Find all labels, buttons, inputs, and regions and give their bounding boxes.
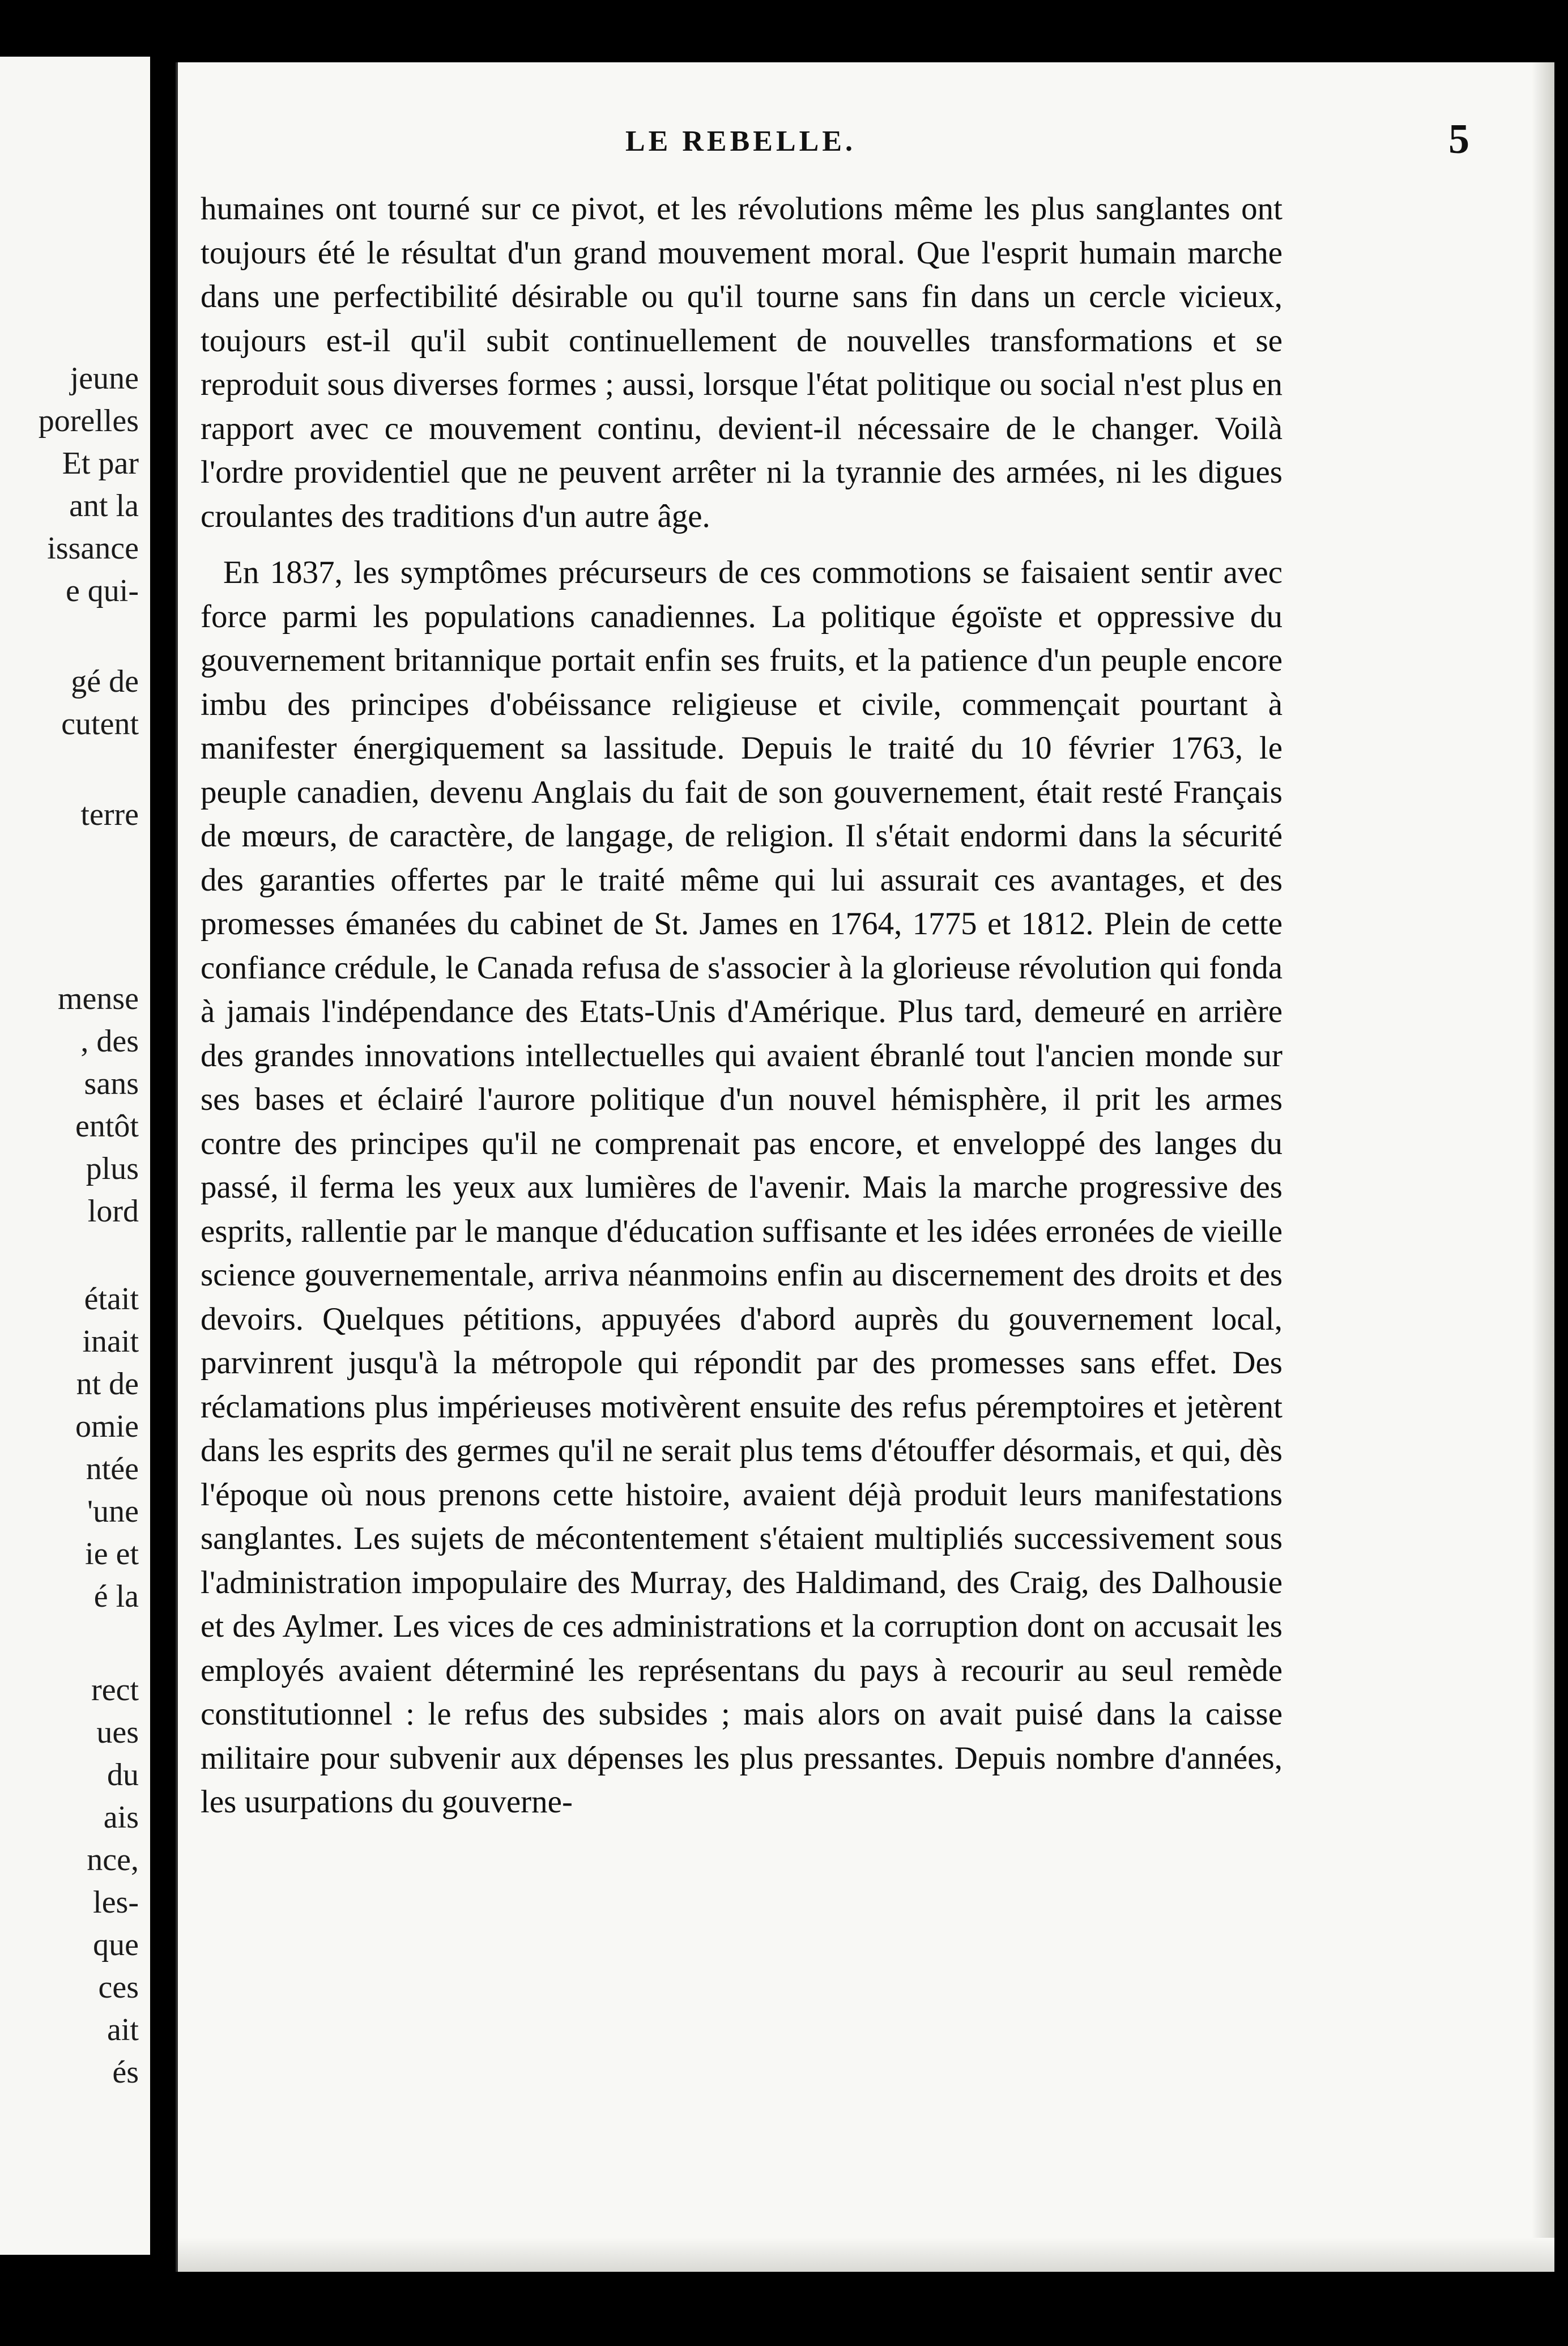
- book-page: [176, 62, 1554, 2272]
- left-fragment-line: plus: [86, 1151, 139, 1186]
- page-edge-shadow: [1532, 62, 1554, 2272]
- left-fragment-line: entôt: [75, 1109, 139, 1144]
- left-fragment-line: Et par: [62, 446, 139, 481]
- left-fragment-line: nt de: [76, 1366, 139, 1402]
- left-fragment-line: du: [107, 1757, 139, 1793]
- left-fragment-line: rect: [91, 1672, 139, 1708]
- left-fragment-line: nce,: [87, 1842, 139, 1877]
- left-fragment-line: jeune: [70, 361, 139, 396]
- left-fragment-line: ie et: [85, 1536, 139, 1572]
- left-fragment-line: mense: [57, 981, 139, 1016]
- left-fragment-line: ais: [103, 1800, 139, 1835]
- left-fragment-line: était: [84, 1281, 139, 1317]
- left-fragment-line: gé de: [71, 664, 139, 699]
- left-fragment-line: 'une: [87, 1494, 139, 1529]
- left-fragment-line: és: [112, 2055, 139, 2090]
- left-fragment-line: issance: [47, 531, 139, 566]
- page-number: 5: [1448, 116, 1469, 163]
- left-fragment-line: , des: [80, 1024, 139, 1059]
- paragraph: En 1837, les symptômes précurseurs de ces commotions se faisaient sentir avec force parmi les populations canadiennes. La politique égoïste et oppressive du gouvernement britannique portait enfin ses fruits, et la patience d'un peuple encore imbu des principes d'obéissance religieuse et civile, commençait pourtant à manifester énergiquement sa lassitude. Depuis le traité du 10 février 1763, le peuple canadien, devenu Anglais du fait de son gouvernement, était resté Français de mœurs, de caractère, de langage, de religion. Il s'était endormi dans la sécurité des garanties offertes par le traité même qui lui assurait ces avantages, et des promesses émanées du cabinet de St. James en 1764, 1775 et 1812. Plein de cette confiance crédule, le Canada refusa de s'associer à la glorieuse révolution qui fonda à jamais l'indépendance des Etats-Unis d'Amérique. Plus tard, demeuré en arrière des grandes innovations intellectuelles qui avaient ébranlé tout l'ancien monde sur ses bases et éclairé l'aurore politique d'un nouvel hémisphère, il prit les armes contre des principes qu'il ne comprenait pas encore, et enveloppé des langes du passé, il ferma les yeux aux lumières de l'avenir. Mais la marche progressive des esprits, rallentie par le manque d'éducation suffisante et les idées erronées de vieille science gouvernementale, arriva néanmoins enfin au discernement des droits et des devoirs. Quelques pétitions, appuyées d'abord auprès du gouvernement local, parvinrent jusqu'à la métropole qui répondit par des promesses sans effet. Des réclamations plus impérieuses motivèrent ensuite des refus péremptoires et jetèrent dans les esprits des germes qu'il ne serait plus tems d'étouffer désormais, et qui, dès l'époque où nous prenons cette histoire, avaient déjà produit leurs manifestations sanglantes. Les sujets de mécontentement s'étaient multipliés successivement sous l'administration impopulaire des Murray, des Haldimand, des Craig, des Dalhousie et des Aylmer. Les vices de ces administrations et la corruption dont on accusait les employés avaient déterminé les représentans du pays à recourir au seul remède constitutionnel : le refus des subsides ; mais alors on avait puisé dans la caisse militaire pour subvenir aux dépenses les plus pressantes. Depuis nombre d'années, les usurpations du gouverne-: [201, 555, 1282, 1820]
- left-fragment-line: inait: [82, 1324, 139, 1359]
- left-fragment-line: lord: [87, 1194, 139, 1229]
- left-fragment-line: omie: [75, 1409, 139, 1444]
- left-fragment-line: é la: [93, 1579, 139, 1614]
- page-header: [178, 116, 1554, 170]
- page-bottom-edge: [178, 2238, 1554, 2272]
- left-fragment-line: ait: [107, 2012, 139, 2047]
- left-fragment-line: e qui-: [65, 573, 139, 608]
- running-head: LE REBELLE.: [625, 125, 857, 157]
- left-fragment-line: porelles: [38, 403, 139, 438]
- previous-page-fragment: [0, 57, 150, 2255]
- paragraph: humaines ont tourné sur ce pivot, et les révolutions même les plus sanglantes ont toujours été le résultat d'un grand mouvement moral. Que l'esprit humain marche dans une perfectibilité désirable ou qu'il tourne sans fin dans un cercle vicieux, toujours est-il qu'il subit continuellement de nouvelles transformations et se reproduit sous diverses formes ; aussi, lorsque l'état politique ou social n'est plus en rapport avec ce mouvement continu, devient-il nécessaire de le changer. Voilà l'ordre providentiel que ne peuvent arrêter ni la tyrannie des armées, ni les digues croulantes des traditions d'un autre âge.: [201, 191, 1282, 534]
- left-fragment-line: que: [93, 1927, 139, 1962]
- left-fragment-line: les-: [93, 1885, 139, 1920]
- left-fragment-line: ces: [98, 1970, 139, 2005]
- left-fragment-line: cutent: [61, 706, 139, 742]
- left-fragment-line: ntée: [86, 1451, 139, 1487]
- left-fragment-line: sans: [84, 1066, 139, 1101]
- left-fragment-line: terre: [80, 797, 139, 832]
- left-fragment-line: ant la: [69, 488, 139, 523]
- left-fragment-line: ues: [96, 1715, 139, 1750]
- body-text: [201, 187, 1282, 1824]
